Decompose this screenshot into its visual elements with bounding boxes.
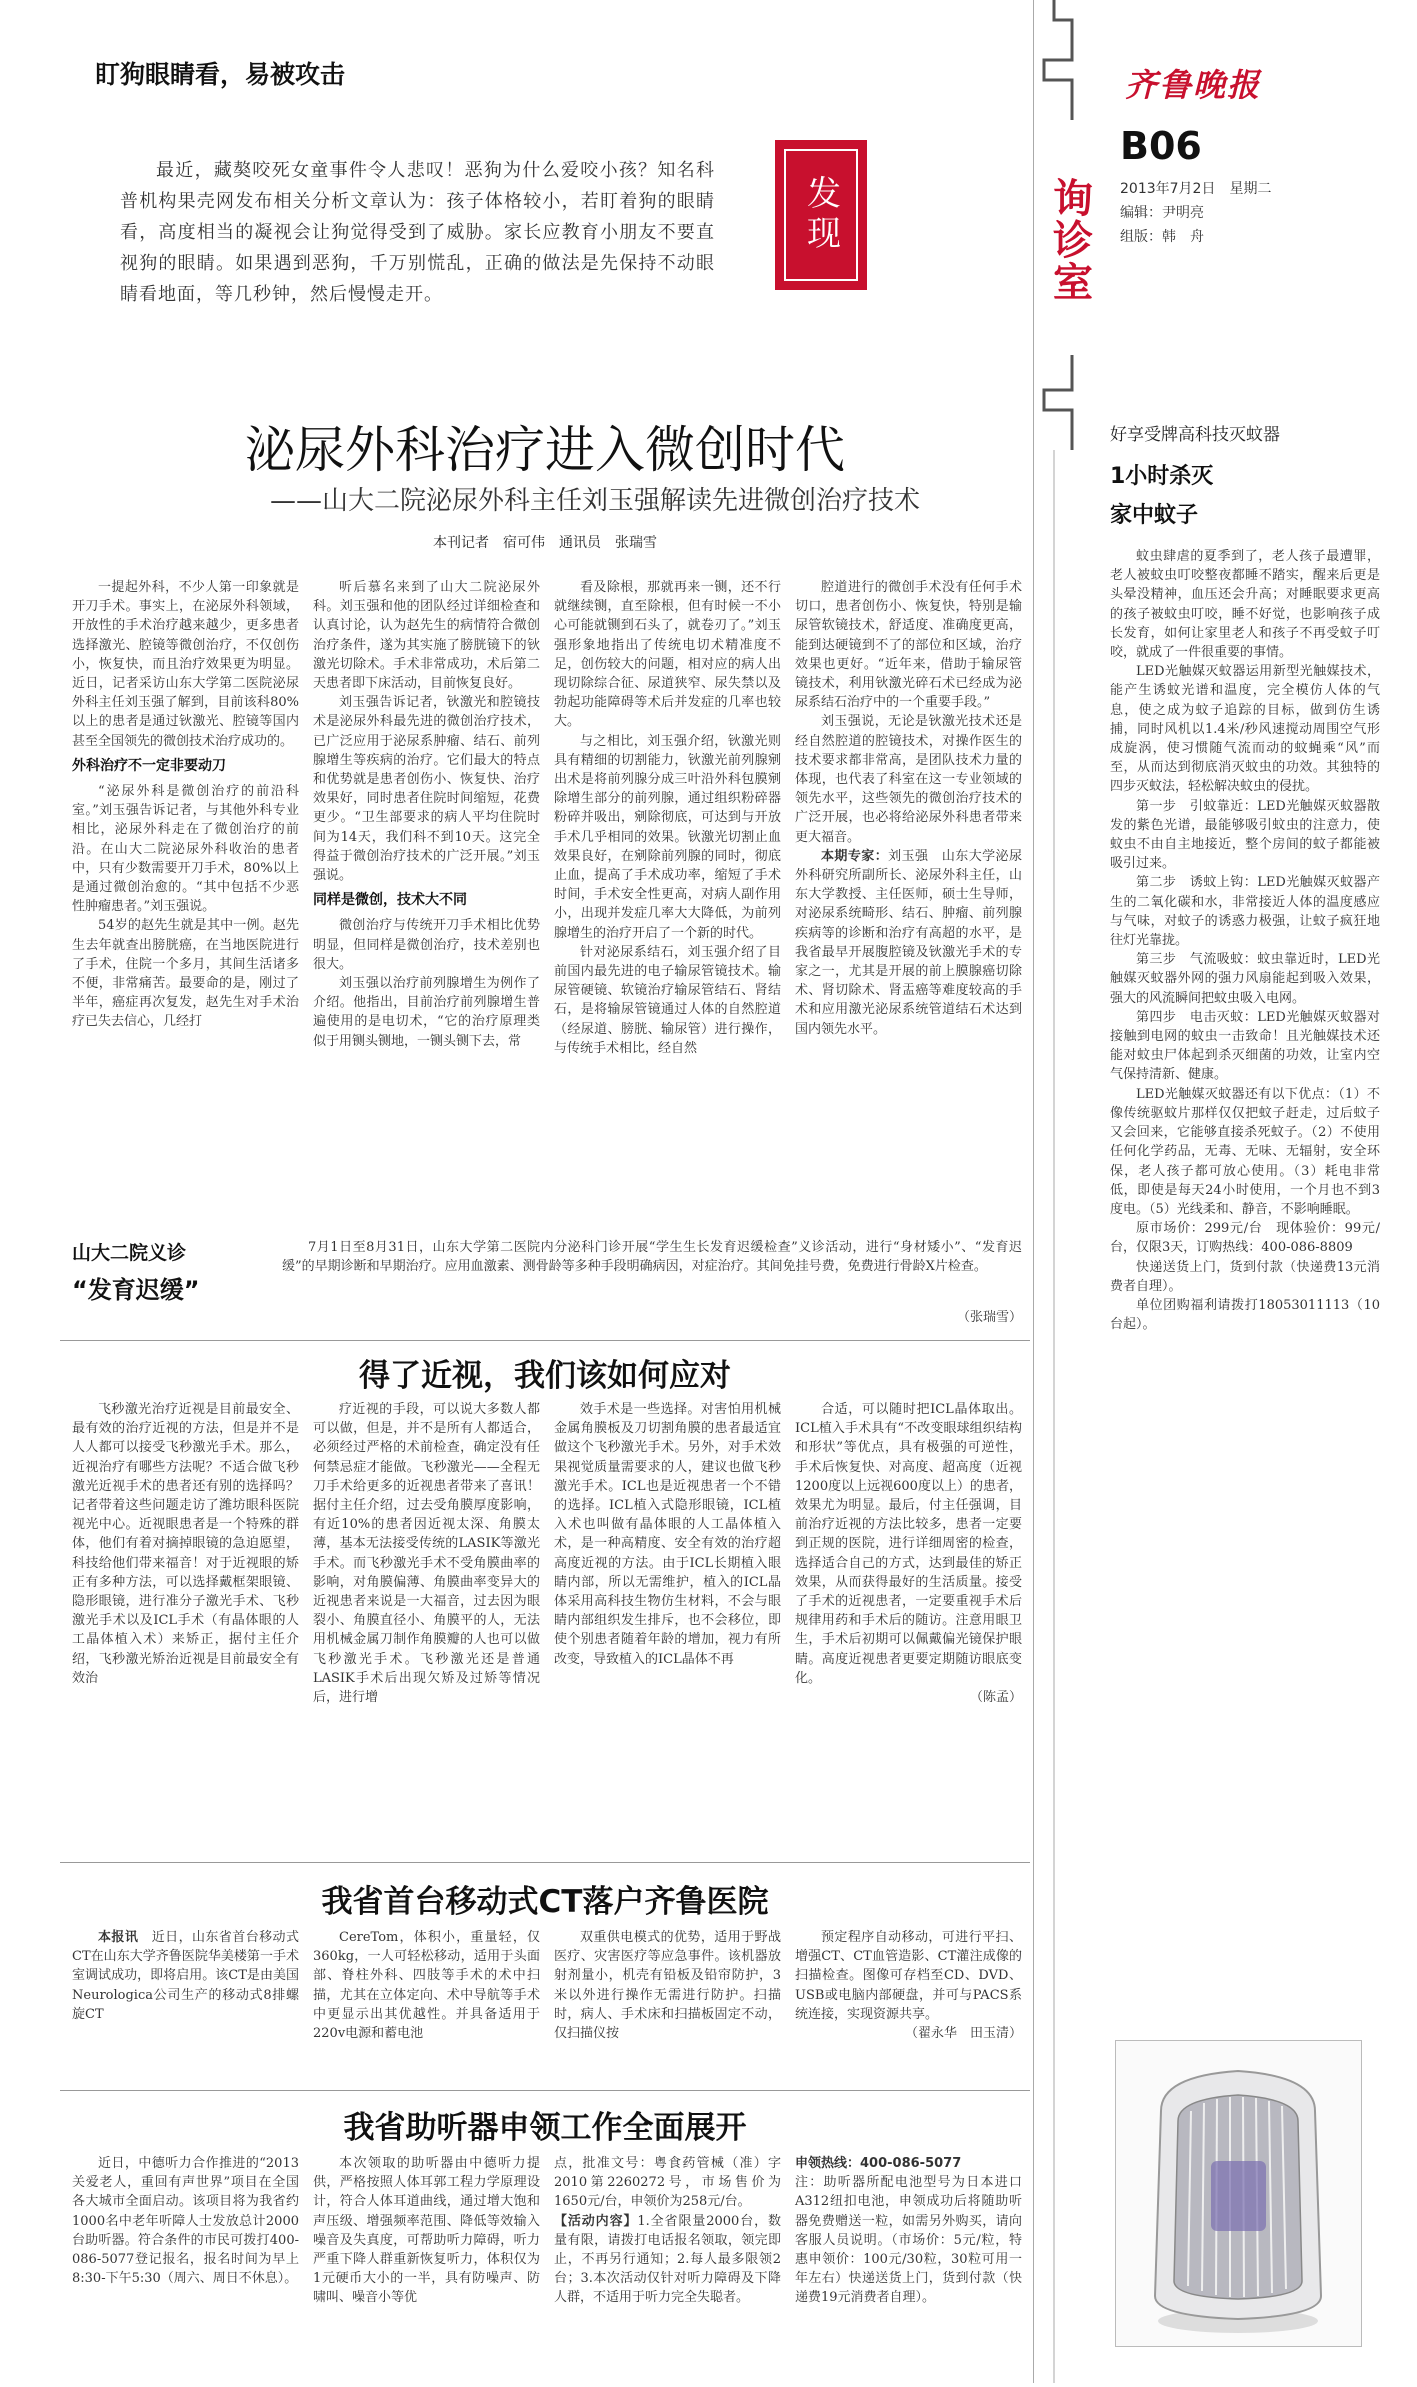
editor: 编辑：尹明亮 bbox=[1120, 205, 1204, 221]
ct-col-2 bbox=[313, 1928, 540, 2088]
vertical-divider bbox=[1033, 0, 1074, 2383]
discovery-tag bbox=[775, 140, 867, 290]
paragraph: 原市场价：299元/台 现体验价：99元/台，仅限3天，订购热线：400-086-8809 bbox=[1110, 1221, 1380, 1256]
main-col-4 bbox=[795, 578, 1022, 1228]
main-subtitle: ——山大二院泌尿外科主任刘玉强解读先进微创治疗技术 bbox=[269, 486, 920, 516]
mosquito-killer-icon bbox=[1116, 2041, 1361, 2346]
ad-kicker: 好享受牌高科技灭蚊器 bbox=[1110, 425, 1280, 445]
paragraph: 效手术是一些选择。对害怕用机械金属角膜板及刀切割角膜的患者最适宜做这个飞秒激光手术。另外，对手术效果视觉质量需要求的人，建议也做飞秒激光手术。ICL也是近视患者一个不错的选择。ICL植入式隐形眼镜，ICL植入术也叫做有晶体眼的人工晶体植入术，是一种高精度、安全有效的治疗超高度近视的方法。由于ICL长期植入眼睛内部，所以无需维护，植入的ICL晶体采用高科技生物仿生材料，不会与眼睛内部组织发生排斥，也不会移位，即使个别患者随着年龄的增加，视力有所改变，导致植入的ICL晶体不再 bbox=[554, 1402, 781, 1667]
expert-text: 刘玉强 山东大学泌尿外科研究所副所长、泌尿外科主任，山东大学教授、主任医师，硕士生导师，对泌尿系统畸形、结石、肿瘤、前列腺疾病等的诊断和治疗有高超的水平，是我省最早开展腹腔镜及钬激光手术的专家之一，尤其是开展的前上膜腺癌切除术、肾切除术、肾盂癌等难度较高的手术和应用激光泌尿系统管道结石术达到国内领先水平。 bbox=[795, 848, 1022, 1037]
paragraph: 54岁的赵先生就是其中一例。赵先生去年就查出膀胱癌，在当地医院进行了手术，住院一个多月，其间生活诸多不便，非常痛苦。最要命的是，刚过了半年，癌症再次复发，赵先生对手术治疗已失去信心，几经打 bbox=[72, 918, 299, 1030]
discovery-tag-text: 发现 bbox=[800, 175, 841, 255]
paragraph: 点，批准文号：粤食药管械（准）字2010第2260272号，市场售价为1650元/台，申领价为258元/台。 bbox=[554, 2156, 781, 2210]
top-story-text: 最近，藏獒咬死女童事件令人悲叹！恶狗为什么爱咬小孩？知名科普机构果壳网发布相关分析文章认为：孩子体格较小，若盯着狗的眼睛看，高度相当的凝视会让狗觉得受到了威胁。家长应教育小朋友不要直视狗的眼睛。如果遇到恶狗，千万别慌乱，正确的做法是先保持不动眼睛看地面，等几秒钟，然后慢慢走开。 bbox=[120, 160, 715, 305]
top-story bbox=[95, 55, 715, 375]
clinic-sidebar bbox=[72, 1238, 1022, 1330]
paragraph: 近日，中德听力合作推进的“2013关爱老人，重回有声世界”项目在全国各大城市全面启动。该项目将为我省约1000名中老年听障人士发放总计2000台助听器。符合条件的市民可拨打400-086-5077登记报名，报名时间为早上8:30-下午5:30（周六、周日不休息）。 bbox=[72, 2156, 299, 2287]
main-byline: 本刊记者 宿可伟 通讯员 张瑞雪 bbox=[433, 535, 657, 551]
paragraph: 合适，可以随时把ICL晶体取出。ICL植入手术具有“不改变眼球组织结构和形状”等优点，具有极强的可逆性，手术后恢复快、对高度、超高度（近视1200度以上远视600度以上）的患者，效果尤为明显。最后，付主任强调，目前治疗近视的方法比较多，患者一定要到正规的医院，进行详细周密的检查，选择适合自己的方式，达到最佳的矫正效果，从而获得最好的生活质量。接受了手术的近视患者，一定要重视手术后规律用药和手术后的随访。注意用眼卫生，手术后初期可以佩戴偏光镜保护眼睛。高度近视患者更要定期随访眼底变化。 bbox=[795, 1402, 1022, 1686]
sidebar-title-1: 山大二院义诊 bbox=[72, 1242, 187, 1264]
main-col-2 bbox=[313, 578, 540, 1228]
myopia-col-4 bbox=[795, 1400, 1022, 1810]
paragraph: 看及除根，那就再来一铡，还不行就继续铡，直至除根，但有时候一不小心可能就铡到石头了，就卷刃了。”刘玉强形象地指出了传统电切术精准度不足，创伤较大的问题，相对应的病人出现切除综合征、尿道狭窄、尿失禁以及勃起功能障碍等术后并发症的几率也较大。 bbox=[554, 580, 781, 730]
ct-body bbox=[72, 1928, 1022, 2088]
subheading: 外科治疗不一定非要动刀 bbox=[72, 757, 226, 774]
subheading: 同样是微创，技术大不同 bbox=[313, 892, 467, 909]
divider bbox=[60, 2090, 1030, 2091]
paragraph: 预定程序自动移动，可进行平扫、增强CT、CT血管造影、CT灌注成像的扫描检查。图像可存档至CD、DVD、USB或电脑内部硬盘，并可与PACS系统连接，实现资源共享。 bbox=[795, 1930, 1022, 2022]
paragraph: 双重供电模式的优势，适用于野战医疗、灾害医疗等应急事件。该机器放射剂量小，机壳有铅板及铅帘防护，3米以外进行操作无需进行防护。扫描时，病人、手术床和扫描板固定不动，仅扫描仪按 bbox=[554, 1930, 781, 2042]
paragraph: 微创治疗与传统开刀手术相比优势明显，但同样是微创治疗，技术差别也很大。 bbox=[313, 918, 540, 972]
paragraph: 刘玉强告诉记者，钬激光和腔镜技术是泌尿外科最先进的微创治疗技术，已广泛应用于泌尿系肿瘤、结石、前列腺增生等疾病的治疗。它们最大的特点和优势就是患者创伤小、恢复快、治疗效果好，同时患者住院时间缩短，花费更少。“卫生部要求的病人平均住院时间为14天，我们科不到10天。这完全得益于微创治疗技术的广泛开展。”刘玉强说。 bbox=[313, 695, 540, 884]
page-number: B06 bbox=[1120, 124, 1202, 168]
ct-headline: 我省首台移动式CT落户齐鲁医院 bbox=[321, 1884, 769, 1920]
main-col-1 bbox=[72, 578, 299, 1228]
issue-date: 2013年7月2日 星期二 bbox=[1120, 181, 1272, 197]
paragraph: 疗近视的手段，可以说大多数人都可以做，但是，并不是所有人都适合，必须经过严格的术前检查，确定没有任何禁忌症才能做。飞秒激光——全程无刀手术给更多的近视患者带来了喜讯！据付主任介绍，过去受角膜厚度影响，有近10%的患者因近视太深、角膜太薄，基本无法接受传统的LASIK等激光手术。而飞秒激光手术不受角膜曲率的影响，对角膜偏薄、角膜曲率变异大的近视患者来说是一大福音，过去因为眼裂小、角膜直径小、角膜平的人，无法用机械金属刀制作角膜瓣的人也可以做飞秒激光手术。飞秒激光还是普通LASIK手术后出现欠矫及过矫等情况后，进行增 bbox=[313, 1402, 540, 1706]
hearing-col-3 bbox=[554, 2154, 781, 2354]
section-title bbox=[1040, 125, 1100, 355]
paragraph: “泌尿外科是微创治疗的前沿科室。”刘玉强告诉记者，与其他外科专业相比，泌尿外科走在了微创治疗的前沿。在山大二院泌尿外科收治的患者中，只有少数需要开刀手术，80%以上是通过微创治愈的。“其中包括不少恶性肿瘤患者。”刘玉强说。 bbox=[72, 784, 299, 915]
ad-headline-2: 家中蚊子 bbox=[1110, 503, 1199, 528]
paragraph bbox=[72, 1928, 299, 2024]
hearing-headline: 我省助听器申领工作全面展开 bbox=[343, 2110, 747, 2146]
ct-col-1 bbox=[72, 1928, 299, 2088]
myopia-headline: 得了近视，我们该如何应对 bbox=[359, 1358, 731, 1394]
paragraph: 刘玉强以治疗前列腺增生为例作了介绍。他指出，目前治疗前列腺增生普遍使用的是电切术，“它的治疗原理类似于用铡头铡地，一铡头铡下去，常 bbox=[313, 976, 540, 1049]
paragraph: 单位团购福利请拨打18053011113（10台起）。 bbox=[1110, 1297, 1380, 1333]
sidebar-title-2: “发育迟缓” bbox=[72, 1276, 200, 1304]
top-story-title: 盯狗眼睛看，易被攻击 bbox=[95, 60, 346, 89]
activity-label: 【活动内容】 bbox=[554, 2213, 638, 2229]
ad-body bbox=[1110, 547, 1380, 1334]
paragraph: 第二步 诱蚊上钩：LED光触媒灭蚊器产生的二氧化碳和水，非常接近人体的温度感应与气味，对蚊子的诱惑力极强，让蚊子疯狂地往灯光靠拢。 bbox=[1110, 875, 1380, 949]
mosquito-killer-image bbox=[1115, 2040, 1362, 2347]
paragraph: 与之相比，刘玉强介绍，钬激光则具有精细的切割能力，钬激光前列腺剜出术是将前列腺分成三叶沿外科包膜剜除增生部分的前列腺，通过组织粉碎器粉碎并吸出，剜除彻底，可达到与开放手术几乎相同的效果。钬激光切割止血效果良好，在剜除前列腺的同时，彻底止血，提高了手术成功率，缩短了手术时间，手术安全性更高，对病人副作用小，出现并发症几率大大降低，为前列腺增生的治疗开启了一个新的时代。 bbox=[554, 733, 781, 941]
paper-logo: 齐鲁晚报 bbox=[1125, 66, 1262, 104]
divider bbox=[60, 1862, 1030, 1863]
myopia-col-3 bbox=[554, 1400, 781, 1810]
paragraph: 本次领取的助听器由中德听力提供，严格按照人体耳郭工程力学原理设计，符合人体耳道曲线，通过增大饱和声压级、增强频率范围、降低等效输入噪音及失真度，可帮助听力障碍，听力严重下降人群重新恢复听力，体积仅为1元硬币大小的一半，具有防噪声、防啸叫、噪音小等优 bbox=[313, 2156, 540, 2306]
layout-editor: 组版：韩 舟 bbox=[1120, 229, 1204, 245]
paragraph: 听后慕名来到了山大二院泌尿外科。刘玉强和他的团队经过详细检查和认真讨论，认为赵先生的病情符合微创治疗条件，遂为其实施了膀胱镜下的钬激光切除术。手术非常成功，术后第二天患者即下床活动，目前恢复良好。 bbox=[313, 580, 540, 692]
hearing-col-1 bbox=[72, 2154, 299, 2354]
sidebar-author: （张瑞雪） bbox=[956, 1310, 1022, 1325]
paragraph: 第四步 电击灭蚊：LED光触媒灭蚊器对接触到电网的蚊虫一击致命！且光触媒技术还能对蚊虫尸体起到杀灭细菌的功效，让室内空气保持清新、健康。 bbox=[1110, 1009, 1380, 1083]
paragraph: 针对泌尿系结石，刘玉强介绍了目前国内最先进的电子输尿管镜技术。输尿管硬镜、软镜治疗输尿管结石、肾结石，是将输尿管镜通过人体的自然腔道（经尿道、膀胱、输尿管）进行操作，与传统手术相比，经自然 bbox=[554, 944, 781, 1056]
myopia-col-1 bbox=[72, 1400, 299, 1810]
hearing-body bbox=[72, 2154, 1022, 2354]
paragraph: 蚊虫肆虐的夏季到了，老人孩子最遭罪，老人被蚊虫叮咬整夜都睡不踏实，醒来后更是头晕没精神，血压还会升高；对睡眠要求更高的孩子被蚊虫叮咬，睡不好觉，也影响孩子成长发育，如何让家里老人和孩子不再受蚊子叮咬，就成了一件很重要的事情。 bbox=[1110, 549, 1380, 661]
expert-bio bbox=[795, 847, 1022, 1039]
hearing-col-2 bbox=[313, 2154, 540, 2354]
myopia-col-2 bbox=[313, 1400, 540, 1810]
myopia-author: （陈孟） bbox=[969, 1690, 1022, 1706]
paragraph: 注：助听器所配电池型号为日本进口A312纽扣电池，申领成功后将随助听器免费赠送一粒，如需另外购买，请向客服人员说明。（市场价：5元/粒，特惠申领价：100元/30粒，30粒可用一年左右）快递送货上门，货到付款（快递费19元消费者自理）。 bbox=[795, 2175, 1022, 2306]
myopia-body bbox=[72, 1400, 1022, 1810]
masthead bbox=[1120, 60, 1370, 246]
meander-pattern-icon bbox=[1034, 0, 1074, 2383]
paragraph: 第三步 气流吸蚊：蚊虫靠近时，LED光触媒灭蚊器外网的强力风扇能起到吸入效果，强大的风流瞬间把蚊虫吸入电网。 bbox=[1110, 952, 1380, 1006]
expert-label: 本期专家： bbox=[821, 848, 889, 864]
paragraph: 快递送货上门，货到付款（快递费13元消费者自理）。 bbox=[1110, 1259, 1380, 1294]
ct-lead: 本报讯 bbox=[98, 1930, 139, 1945]
ad-headline-1: 1小时杀灭 bbox=[1110, 464, 1214, 489]
paragraph: 飞秒激光治疗近视是目前最安全、最有效的治疗近视的方法，但是并不是人人都可以接受飞秒激光手术。那么，近视治疗有哪些方法呢？不适合做飞秒激光近视手术的患者还有别的选择吗？记者带着这些问题走访了潍坊眼科医院视光中心。近视眼患者是一个特殊的群体，他们有着对摘掉眼镜的急迫愿望，科技给他们带来福音！对于近视眼的矫正有多种方法，可以选择戴框架眼镜、隐形眼镜，进行准分子激光手术、飞秒激光手术以及ICL手术（有晶体眼的人工晶体植入术）来矫正，据付主任介绍，飞秒激光矫治近视是目前最安全有效治 bbox=[72, 1402, 299, 1686]
paragraph: 第一步 引蚊靠近：LED光触媒灭蚊器散发的紫色光谱，最能够吸引蚊虫的注意力，使蚊虫不由自主地接近，整个房间的蚊子都能被吸引过来。 bbox=[1110, 798, 1380, 872]
hearing-col-4 bbox=[795, 2154, 1022, 2354]
hearing-hotline: 申领热线：400-086-5077 bbox=[795, 2156, 962, 2171]
sidebar-text: 7月1日至8月31日，山东大学第二医院内分泌科门诊开展“学生生长发育迟缓检查”义诊活动，进行“身材矮小”、“发育迟缓”的早期诊断和早期治疗。应用血激素、测骨龄等多种手段明确病因，对症治疗。其间免挂号费，免费进行骨龄X片检查。 bbox=[282, 1240, 1022, 1275]
ct-col-3 bbox=[554, 1928, 781, 2088]
paragraph: LED光触媒灭蚊器运用新型光触媒技术，能产生诱蚊光谱和温度，完全模仿人体的气息，使之成为蚊子追踪的目标，做到仿生诱捕，同时风机以1.4米/秒风速搅动周围空气形成旋涡，使习惯随气流而动的蚊蝇乘“风”而至，从而达到彻底消灭蚊虫的功效。其独特的四步灭蚊法，轻松解决蚊虫的侵扰。 bbox=[1110, 664, 1380, 795]
main-headline: 泌尿外科治疗进入微创时代 bbox=[245, 421, 845, 479]
section-title-text: 询诊室 bbox=[1046, 177, 1093, 303]
ct-author: （翟永华 田玉清） bbox=[904, 2026, 1022, 2042]
ct-col1-text: 近日，山东省首台移动式CT在山东大学齐鲁医院华美楼第一手术室调试成功，即将启用。该CT是由美国Neurologica公司生产的移动式8排螺旋CT bbox=[72, 1930, 299, 2022]
paragraph bbox=[554, 2212, 781, 2308]
main-story-body bbox=[72, 578, 1022, 1228]
ad-column bbox=[1110, 420, 1380, 1334]
ct-col-4 bbox=[795, 1928, 1022, 2088]
divider bbox=[60, 1340, 1030, 1341]
paragraph: 刘玉强说，无论是钬激光技术还是经自然腔道的腔镜技术，对操作医生的技术要求都非常高，是团队技术力量的体现，也代表了科室在这一专业领域的领先水平，这些领先的微创治疗技术的广泛开展，也必将给泌尿外科患者带来更大福音。 bbox=[795, 714, 1022, 845]
paragraph: LED光触媒灭蚊器还有以下优点：（1）不像传统驱蚊片那样仅仅把蚊子赶走，过后蚊子又会回来，它能够直接杀死蚊子。（2）不使用任何化学药品，无毒、无味、无辐射，安全环保，老人孩子都可放心使用。（3）耗电非常低，即使是每天24小时使用，一个月也不到3度电。（5）光线柔和、静音，不影响睡眠。 bbox=[1110, 1086, 1380, 1217]
main-col-3 bbox=[554, 578, 781, 1228]
paragraph: 一提起外科，不少人第一印象就是开刀手术。事实上，在泌尿外科领域，开放性的手术治疗越来越少，更多患者选择激光、腔镜等微创治疗，不仅创伤小，恢复快，而且治疗效果更为明显。近日，记者采访山东大学第二医院泌尿外科主任刘玉强了解到，目前该科80%以上的患者是通过钬激光、腔镜等国内甚至全国领先的微创技术治疗成功的。 bbox=[72, 580, 299, 749]
paragraph: CereTom，体积小，重量轻，仅360kg，一人可轻松移动，适用于头面部、脊柱外科、四肢等手术的术中扫描，尤其在立体定向、术中导航等手术中更显示出其优越性。并具备适用于220v电源和蓄电池 bbox=[313, 1930, 540, 2042]
activity-text: 1.全省限量2000台，数量有限，请拨打电话报名领取，领完即止，不再另行通知；2.每人最多限领2台；3.本次活动仅针对听力障碍及下降人群，不适用于听力完全失聪者。 bbox=[554, 2213, 781, 2306]
paragraph: 腔道进行的微创手术没有任何手术切口，患者创伤小、恢复快，特别是输尿管软镜技术，舒适度、准确度更高，能到达硬镜到不了的部位和区域，治疗效果也更好。“近年来，借助于输尿管镜技术，利用钬激光碎石术已经成为泌尿系结石治疗中的一个重要手段。” bbox=[795, 580, 1022, 711]
